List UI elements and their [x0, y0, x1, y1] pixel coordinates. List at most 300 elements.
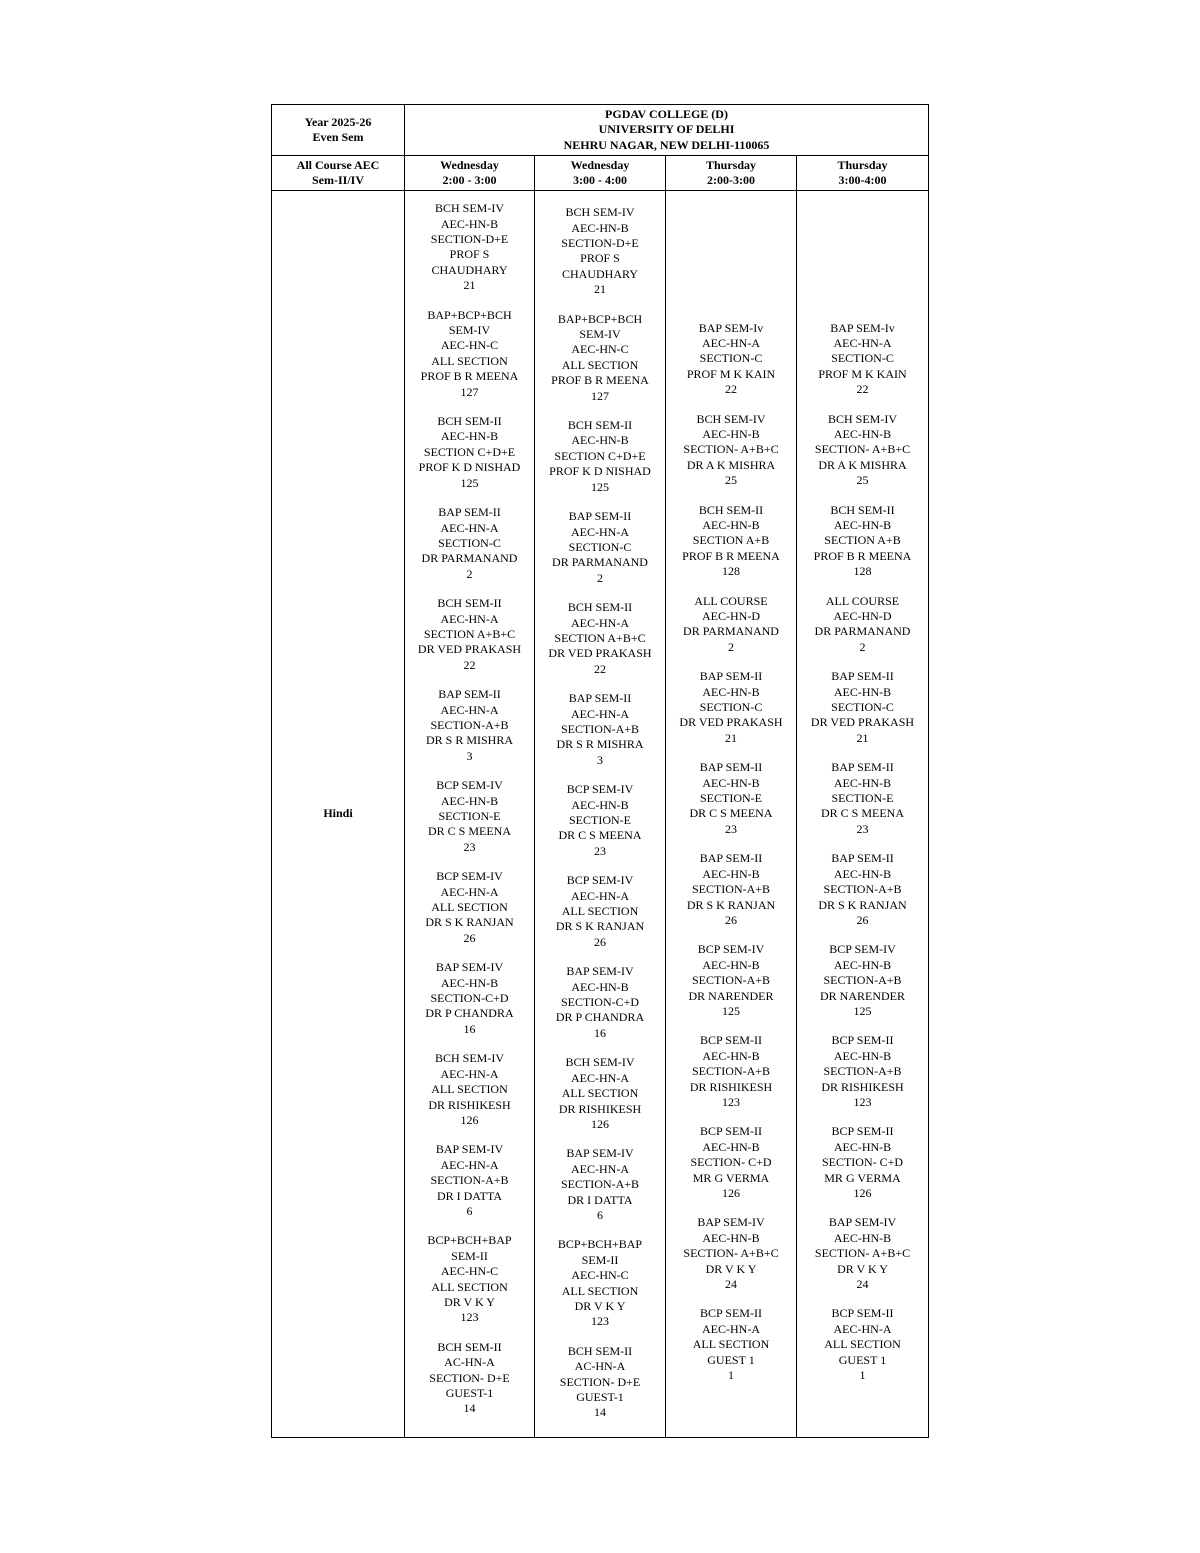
entry-line: GUEST 1	[707, 1352, 755, 1367]
class-entry	[535, 509, 665, 586]
class-entry	[666, 503, 796, 580]
entry-line: 22	[594, 661, 606, 676]
class-entry	[666, 1124, 796, 1201]
entry-line: AEC-HN-B	[833, 684, 892, 699]
entry-line: DR S R MISHRA	[425, 733, 514, 748]
university-name: UNIVERSITY OF DELHI	[598, 122, 735, 137]
entry-line: 127	[460, 384, 479, 399]
class-entry	[405, 1233, 534, 1325]
col-header-wed-1	[405, 156, 535, 191]
class-entry	[797, 321, 928, 398]
entry-line: BCH SEM-II	[567, 418, 633, 433]
entry-line: DR RISHIKESH	[558, 1101, 642, 1116]
entry-line: AEC-HN-B	[702, 684, 760, 699]
entry-line: AEC-HN-B	[571, 433, 629, 448]
entry-line: DR RISHIKESH	[428, 1097, 511, 1112]
entry-line: PROF B R MEENA	[420, 369, 519, 384]
entry-line: BAP SEM-II	[438, 505, 501, 520]
semester-label: Even Sem	[312, 130, 364, 144]
entry-line: AEC-HN-B	[833, 1230, 892, 1245]
entry-line: DR A K MISHRA	[818, 457, 907, 472]
class-entry	[535, 691, 665, 768]
class-entry	[797, 760, 928, 837]
entry-line: AEC-HN-A	[440, 1157, 499, 1172]
entry-line: 126	[853, 1186, 872, 1201]
col-header-thu-2	[797, 156, 929, 191]
entry-line: BCH SEM-IV	[827, 411, 897, 426]
class-entry	[666, 1033, 796, 1110]
slot-list	[535, 193, 665, 1421]
timetable	[271, 104, 929, 1438]
entry-line: ALL SECTION	[431, 1279, 508, 1294]
slot-cell-thu-1	[666, 191, 797, 1438]
entry-line: SECTION-D+E	[561, 236, 639, 250]
class-entry	[405, 869, 534, 946]
entry-line: SECTION-C	[438, 535, 501, 550]
class-entry	[797, 1306, 928, 1383]
entry-line: 123	[722, 1094, 740, 1109]
entry-line: BCP SEM-IV	[436, 869, 503, 884]
entry-line: SECTION- D+E	[429, 1370, 510, 1385]
entry-line: SECTION-A+B	[691, 882, 771, 897]
entry-line: CHAUDHARY	[431, 262, 508, 277]
entry-line: PROF S	[449, 247, 490, 262]
class-entry	[797, 412, 928, 489]
entry-line: SECTION-A+B	[691, 973, 771, 988]
subheader-row	[272, 156, 929, 191]
entry-line: SECTION-C+D	[430, 991, 509, 1006]
class-entry	[666, 669, 796, 746]
entry-line: BAP SEM-IV	[828, 1215, 897, 1230]
entry-line: BCH SEM-IV	[434, 1051, 504, 1066]
entry-line: ALL SECTION	[431, 353, 508, 368]
entry-line: 23	[594, 843, 606, 858]
entry-line: ALL COURSE	[825, 593, 900, 608]
college-name: PGDAV COLLEGE (D)	[605, 106, 728, 121]
entry-line: 21	[725, 730, 737, 745]
class-entry	[797, 669, 928, 746]
entry-line: AEC-HN-B	[833, 517, 892, 532]
entry-line: BCH SEM-II	[698, 502, 764, 517]
entry-line: 21	[856, 730, 869, 745]
entry-line: BCP SEM-IV	[697, 942, 765, 957]
entry-line: BCH SEM-II	[567, 1343, 633, 1358]
class-entry	[666, 1306, 796, 1383]
entry-line: AEC-HN-B	[702, 775, 760, 790]
entry-line: 16	[594, 1025, 606, 1040]
entry-line: 2	[728, 639, 734, 654]
entry-line: DR PARMANAND	[421, 551, 518, 566]
slot-cell-wed-1	[405, 191, 535, 1438]
entry-line: DR S R MISHRA	[556, 737, 644, 752]
entry-line: ALL SECTION	[561, 1283, 639, 1298]
entry-line: AEC-HN-B	[702, 1230, 760, 1245]
entry-line: ALL SECTION	[561, 904, 639, 919]
class-entry	[405, 505, 534, 582]
entry-line: 26	[463, 930, 476, 945]
entry-line: 26	[725, 912, 737, 927]
class-entry	[405, 1142, 534, 1219]
entry-line: DR VED PRAKASH	[679, 715, 783, 730]
class-entry	[797, 851, 928, 928]
entry-line: 6	[466, 1203, 473, 1218]
class-entry	[535, 1344, 665, 1421]
entry-line: AEC-HN-B	[571, 979, 629, 994]
entry-line: ALL SECTION	[561, 357, 639, 372]
entry-line: BCP SEM-IV	[566, 782, 634, 797]
entry-line: 24	[856, 1277, 869, 1292]
entry-line: AEC-HN-C	[440, 1264, 499, 1279]
entry-line: DR PARMANAND	[552, 555, 648, 570]
entry-line: AEC-HN-B	[833, 775, 892, 790]
entry-line: SECTION A+B+C	[423, 626, 516, 641]
entry-line: SECTION-D+E	[430, 232, 509, 246]
entry-line: SECTION-A+B	[823, 973, 902, 988]
entry-line: SEM-IV	[579, 327, 621, 342]
entry-line: BAP SEM-II	[699, 760, 763, 775]
entry-line: BCH SEM-IV	[696, 411, 766, 426]
entry-line: BCH SEM-II	[567, 600, 633, 615]
class-entry	[535, 1237, 665, 1329]
entry-line: 25	[725, 473, 737, 488]
entry-line: AEC-HN-B	[702, 426, 760, 441]
entry-line: BCH SEM-II	[830, 502, 895, 517]
entry-line: AEC-HN-B	[833, 957, 892, 972]
entry-line: BCP SEM-II	[700, 1306, 762, 1321]
entry-line: SECTION-E	[700, 791, 762, 806]
class-entry	[535, 782, 665, 859]
class-entry	[535, 873, 665, 950]
entry-line: SECTION-A+B	[430, 1173, 509, 1188]
entry-line: BAP SEM-II	[438, 687, 501, 702]
entry-line: 22	[725, 382, 737, 397]
slot-cell-wed-2	[535, 191, 666, 1438]
entry-line: DR NARENDER	[819, 988, 905, 1003]
entry-line: 24	[725, 1277, 737, 1292]
entry-line: SECTION- C+D	[690, 1155, 772, 1170]
entry-line: 2	[466, 566, 473, 581]
entry-line: 26	[594, 934, 606, 949]
entry-line: SECTION C+D+E	[423, 444, 516, 459]
entry-line: DR V K Y	[444, 1294, 495, 1309]
class-entry	[405, 596, 534, 673]
class-entry	[666, 412, 796, 489]
entry-line: BCH SEM-II	[437, 1339, 502, 1354]
college-address: NEHRU NAGAR, NEW DELHI-110065	[563, 137, 770, 152]
entry-line: DR VED PRAKASH	[417, 642, 522, 657]
entry-line: DR S K RANJAN	[686, 897, 776, 912]
col-header-wed-2	[535, 156, 666, 191]
entry-line: 1	[859, 1368, 866, 1383]
entry-line: AEC-HN-B	[440, 793, 499, 808]
entry-line: DR V K Y	[705, 1261, 757, 1276]
entry-line: SECTION-C	[699, 351, 763, 366]
course-sem-label: Sem-II/IV	[311, 173, 364, 187]
entry-line: GUEST-1	[445, 1386, 494, 1400]
entry-line: BAP+BCP+BCH	[557, 311, 643, 326]
entry-line: GUEST-1	[576, 1390, 624, 1404]
entry-line: BAP SEM-II	[568, 691, 632, 706]
entry-line: DR S K RANJAN	[425, 915, 514, 930]
class-entry	[666, 1215, 796, 1292]
entry-line: PROF M K KAIN	[818, 366, 907, 381]
entry-line: SEM-IV	[448, 323, 491, 338]
entry-line: SEM-II	[451, 1248, 488, 1263]
entry-line: BAP SEM-II	[568, 509, 632, 524]
entry-line: BCP+BCH+BAP	[427, 1233, 512, 1248]
entry-line: AEC-HN-C	[571, 1268, 629, 1283]
class-entry	[797, 1215, 928, 1292]
slot-list	[405, 197, 534, 1417]
entry-line: ALL SECTION	[692, 1337, 770, 1352]
class-entry	[797, 1033, 928, 1110]
entry-line: SECTION-A+B	[823, 882, 902, 897]
entry-line: BCH SEM-II	[437, 414, 502, 429]
entry-line: 128	[722, 564, 740, 579]
entry-line: DR P CHANDRA	[425, 1006, 514, 1021]
entry-line: 26	[856, 912, 869, 927]
entry-line: AEC-HN-B	[440, 975, 499, 990]
course-cell	[272, 156, 405, 191]
time-label: 2:00 - 3:00	[442, 173, 497, 187]
entry-line: 128	[853, 564, 872, 579]
entry-line: DR RISHIKESH	[689, 1079, 773, 1094]
entry-line: BAP SEM-II	[699, 851, 763, 866]
entry-line: AEC-HN-A	[571, 706, 629, 721]
class-entry	[405, 960, 534, 1037]
day-label: Thursday	[705, 157, 757, 172]
entry-line: SECTION- A+B+C	[814, 442, 911, 457]
entry-line: AEC-HN-B	[702, 957, 760, 972]
entry-line: AEC-HN-A	[440, 611, 499, 626]
entry-line: AEC-HN-B	[440, 429, 499, 444]
entry-line: SECTION- A+B+C	[683, 1246, 779, 1261]
entry-line: AEC-HN-A	[571, 1070, 629, 1085]
subject-cell	[272, 191, 405, 1438]
entry-line: 123	[853, 1094, 872, 1109]
entry-line: AEC-HN-B	[833, 1048, 892, 1063]
entry-line: DR VED PRAKASH	[548, 646, 652, 661]
entry-line: BAP SEM-II	[831, 669, 894, 684]
entry-line: AEC-HN-B	[702, 1048, 760, 1063]
entry-line: SEM-II	[581, 1252, 619, 1267]
entry-line: AC-HN-A	[444, 1355, 495, 1370]
entry-line: ALL SECTION	[561, 1086, 639, 1101]
class-entry	[535, 964, 665, 1041]
entry-line: AEC-HN-A	[440, 702, 499, 717]
college-cell	[405, 105, 929, 156]
entry-line: DR S K RANJAN	[555, 919, 645, 934]
entry-line: AEC-HN-D	[833, 609, 892, 624]
entry-line: BCP SEM-II	[700, 1033, 762, 1048]
entry-line: CHAUDHARY	[561, 266, 638, 281]
entry-line: ALL SECTION	[431, 1082, 508, 1097]
entry-line: DR C S MEENA	[427, 824, 511, 839]
entry-line: BCP SEM-II	[700, 1124, 762, 1139]
entry-line: SECTION-C+D	[560, 995, 640, 1010]
time-label: 3:00-4:00	[838, 173, 887, 187]
slot-cell-thu-2	[797, 191, 929, 1438]
entry-line: DR V K Y	[574, 1298, 626, 1313]
entry-line: 125	[460, 475, 479, 490]
entry-line: 21	[594, 282, 606, 297]
entry-line: 23	[725, 821, 737, 836]
entry-line: PROF B R MEENA	[682, 548, 780, 563]
entry-line: 125	[591, 479, 609, 494]
entry-line: DR NARENDER	[688, 988, 774, 1003]
entry-line: BCP SEM-II	[831, 1124, 894, 1139]
entry-line: DR V K Y	[837, 1261, 888, 1276]
entry-line: DR A K MISHRA	[686, 457, 776, 472]
day-label: Thursday	[837, 157, 888, 172]
entry-line: AEC-HN-A	[440, 520, 499, 535]
entry-line: BAP SEM-Iv	[830, 320, 895, 335]
entry-line: DR C S MEENA	[558, 828, 642, 843]
header-row	[272, 105, 929, 156]
entry-line: 2	[597, 570, 603, 585]
entry-line: AEC-HN-B	[833, 1139, 892, 1154]
entry-line: AEC-HN-A	[833, 1321, 892, 1336]
entry-line: DR I DATTA	[436, 1188, 503, 1203]
entry-line: DR PARMANAND	[814, 624, 911, 639]
entry-line: 123	[591, 1314, 609, 1329]
class-entry	[666, 851, 796, 928]
entry-line: 21	[463, 278, 476, 293]
entry-line: SECTION- A+B+C	[814, 1246, 911, 1261]
entry-line: DR I DATTA	[567, 1192, 633, 1207]
entry-line: AEC-HN-C	[571, 342, 629, 357]
entry-line: 14	[463, 1401, 476, 1416]
entry-line: BCP SEM-II	[831, 1306, 894, 1321]
entry-line: SECTION-E	[831, 791, 894, 806]
entry-line: SECTION-C	[568, 539, 632, 554]
entry-line: PROF K D NISHAD	[418, 460, 521, 475]
class-entry	[797, 594, 928, 656]
entry-line: 16	[463, 1021, 476, 1036]
entry-line: SECTION-E	[569, 813, 631, 827]
entry-line: BCH SEM-II	[437, 596, 502, 611]
entry-line: PROF K D NISHAD	[549, 464, 651, 479]
entry-line: AEC-HN-C	[440, 338, 499, 353]
entry-line: BCP SEM-II	[831, 1033, 894, 1048]
entry-line: AEC-HN-A	[571, 888, 629, 903]
entry-line: BAP SEM-II	[831, 851, 894, 866]
class-entry	[405, 201, 534, 293]
entry-line: 23	[463, 839, 476, 854]
entry-line: 14	[594, 1405, 606, 1420]
class-entry	[666, 942, 796, 1019]
entry-line: 3	[466, 748, 473, 763]
class-entry	[535, 600, 665, 677]
entry-line: BAP SEM-II	[831, 760, 894, 775]
entry-line: PROF S	[580, 251, 620, 266]
class-entry	[535, 418, 665, 495]
class-entry	[535, 205, 665, 297]
entry-line: 6	[597, 1207, 603, 1222]
entry-line: AEC-HN-B	[702, 866, 760, 881]
year-cell	[272, 105, 405, 156]
entry-line: 125	[722, 1003, 740, 1018]
entry-line: BAP SEM-IV	[435, 1142, 504, 1157]
entry-line: AEC-HN-B	[833, 426, 892, 441]
entry-line: SECTION-A+B	[430, 717, 509, 732]
day-label: Wednesday	[440, 157, 499, 172]
entry-line: AEC-HN-A	[571, 524, 629, 539]
entry-line: BAP+BCP+BCH	[427, 307, 512, 322]
entry-line: AEC-HN-A	[702, 335, 760, 350]
entry-line: BCP SEM-IV	[829, 942, 896, 957]
entry-line: SECTION-A+B	[560, 1177, 640, 1192]
slot-list	[666, 231, 796, 1384]
time-label: 2:00-3:00	[707, 173, 755, 187]
class-entry	[666, 594, 796, 656]
entry-line: BAP SEM-Iv	[698, 320, 764, 335]
entry-line: BCP+BCH+BAP	[557, 1237, 643, 1252]
class-entry	[797, 942, 928, 1019]
entry-line: AEC-HN-A	[833, 335, 892, 350]
class-entry	[666, 321, 796, 398]
entry-line: SECTION-C	[699, 700, 763, 715]
entry-line: SECTION- D+E	[559, 1374, 641, 1389]
entry-line: BCP SEM-IV	[436, 778, 503, 793]
entry-line: DR RISHIKESH	[821, 1079, 904, 1094]
entry-line: BAP SEM-IV	[566, 964, 634, 979]
class-entry	[666, 760, 796, 837]
entry-line: SECTION A+B	[824, 533, 901, 548]
entry-line: ALL SECTION	[824, 1337, 901, 1352]
class-entry	[405, 414, 534, 491]
entry-line: BCH SEM-IV	[434, 201, 504, 216]
year-label: Year 2025-26	[304, 114, 372, 129]
entry-line: BCH SEM-IV	[565, 205, 635, 220]
entry-line: SECTION- A+B+C	[683, 442, 779, 457]
entry-line: DR P CHANDRA	[555, 1010, 645, 1025]
entry-line: SECTION-A+B	[823, 1064, 902, 1079]
entry-line: AEC-HN-D	[702, 609, 760, 624]
entry-line: 3	[597, 752, 603, 767]
entry-line: AEC-HN-A	[440, 884, 499, 899]
entry-line: 125	[853, 1003, 872, 1018]
class-entry	[797, 503, 928, 580]
entry-line: SECTION A+B+C	[554, 630, 646, 645]
entry-line: BAP SEM-IV	[697, 1215, 765, 1230]
entry-line: 126	[591, 1116, 609, 1131]
entry-line: BAP SEM-II	[699, 669, 763, 684]
class-entry	[405, 308, 534, 400]
entry-line: PROF B R MEENA	[813, 548, 912, 563]
entry-line: 25	[856, 473, 869, 488]
entry-line: SECTION-A+B	[560, 721, 640, 736]
schedule-row	[272, 191, 929, 1438]
entry-line: MR G VERMA	[824, 1170, 901, 1185]
entry-line: 23	[856, 821, 869, 836]
entry-line: DR C S MEENA	[820, 806, 904, 821]
entry-line: AEC-HN-A	[702, 1321, 760, 1336]
entry-line: 22	[463, 657, 476, 672]
entry-line: AEC-HN-A	[440, 1066, 499, 1081]
entry-line: ALL COURSE	[694, 593, 768, 608]
entry-line: AEC-HN-B	[833, 866, 892, 881]
class-entry	[405, 1051, 534, 1128]
subject-label: Hindi	[323, 806, 353, 821]
entry-line: AEC-HN-A	[571, 1161, 629, 1176]
slot-list	[797, 231, 928, 1384]
entry-line: SECTION-C	[831, 700, 894, 715]
entry-line: SECTION A+B	[692, 533, 770, 548]
entry-line: AEC-HN-B	[702, 517, 760, 532]
entry-line: ALL SECTION	[431, 900, 508, 915]
entry-line: SECTION- C+D	[821, 1155, 904, 1170]
